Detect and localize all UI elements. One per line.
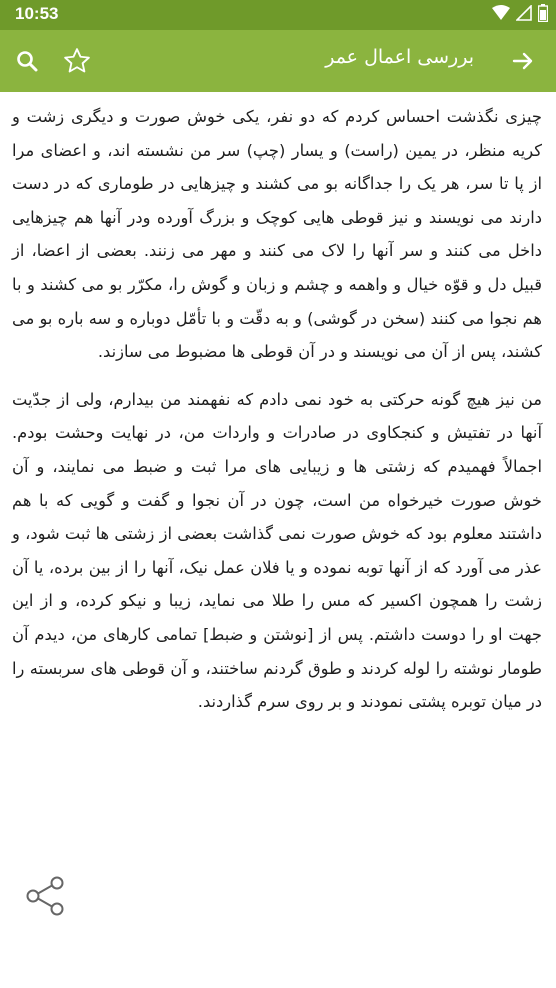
share-icon <box>24 874 68 918</box>
status-icons <box>492 6 548 24</box>
battery-icon <box>538 4 548 26</box>
wifi-icon <box>492 5 510 25</box>
app-bar <box>0 30 556 92</box>
star-outline-icon <box>62 46 92 76</box>
status-bar <box>0 0 556 30</box>
article-paragraph: چیزی نگذشت احساس کردم که دو نفر، یکی خوش صورت و دیگری زشت و کریه منظر، در یمین (راست) و یسار (چپ) سر من نشسته اند، و اعضای مرا از پا تا سر، هر یک را جداگانه بو می کشند و چیزهایی در طوماری که در دست دارند می نویسند و نیز قوطی هایی کوچک و بزرگ آورده ودر آنها هم چیزهایی داخل می کنند و سر آنها را لاک می کنند و مهر می زنند. بعضی از اعضا، از قبیل دل و قوّه خیال و واهمه و چشم و زبان و گوش را، مکرّر بو می کشند و با هم نجوا می کنند (سخن در گوشی) و به دقّت و با تأمّل دوباره و سه باره بو می کشند، پس از آن می نویسند و در آن قوطی ها مضبوط می سازند. <box>12 107 542 362</box>
status-time: 10:53 <box>15 4 59 23</box>
article-paragraph: من نیز هیچ گونه حرکتی به خود نمی دادم که نفهمند من بیدارم، ولی از جدّیت آنها در تفتیش و کنجکاوی در صادرات و واردات من، در نهایت وحشت بودم. اجمالاً فهمیدم که زشتی ها و زیبایی های مرا ثبت و ضبط می نمایند، و آن خوش صورت خیرخواه من است، چون در آن نجوا و گفت و گویی که با هم داشتند معلوم بود که خوش صورت نمی گذاشت بعضی از زشتی ها ثبت شود، و عذر می آورد که از آنها توبه نموده و یا فلان عمل نیک، آنها را از بین برده، یا آن زشت را همچون اکسیر که مس را طلا می نماید، زیبا و نیکو کرده، و از این جهت او را دوست داشتم. پس از [نوشتن و ضبط] تمامی کارهای من، دیدم آن طومار نوشته را لوله کردند و طوق گردنم ساختند، و آن قوطی های سربسته را در میان توبره پشتی نمودند و بر روی سرم گذاردند. <box>12 389 542 712</box>
search-button[interactable] <box>8 42 46 80</box>
arrow-right-icon <box>511 49 535 73</box>
back-button[interactable] <box>504 42 542 80</box>
favorite-button[interactable] <box>58 42 96 80</box>
search-icon <box>15 49 39 73</box>
page-title: بررسی اعمال عمر <box>325 46 474 68</box>
share-button[interactable] <box>24 874 68 918</box>
article-content <box>12 100 542 733</box>
signal-icon <box>516 5 532 25</box>
